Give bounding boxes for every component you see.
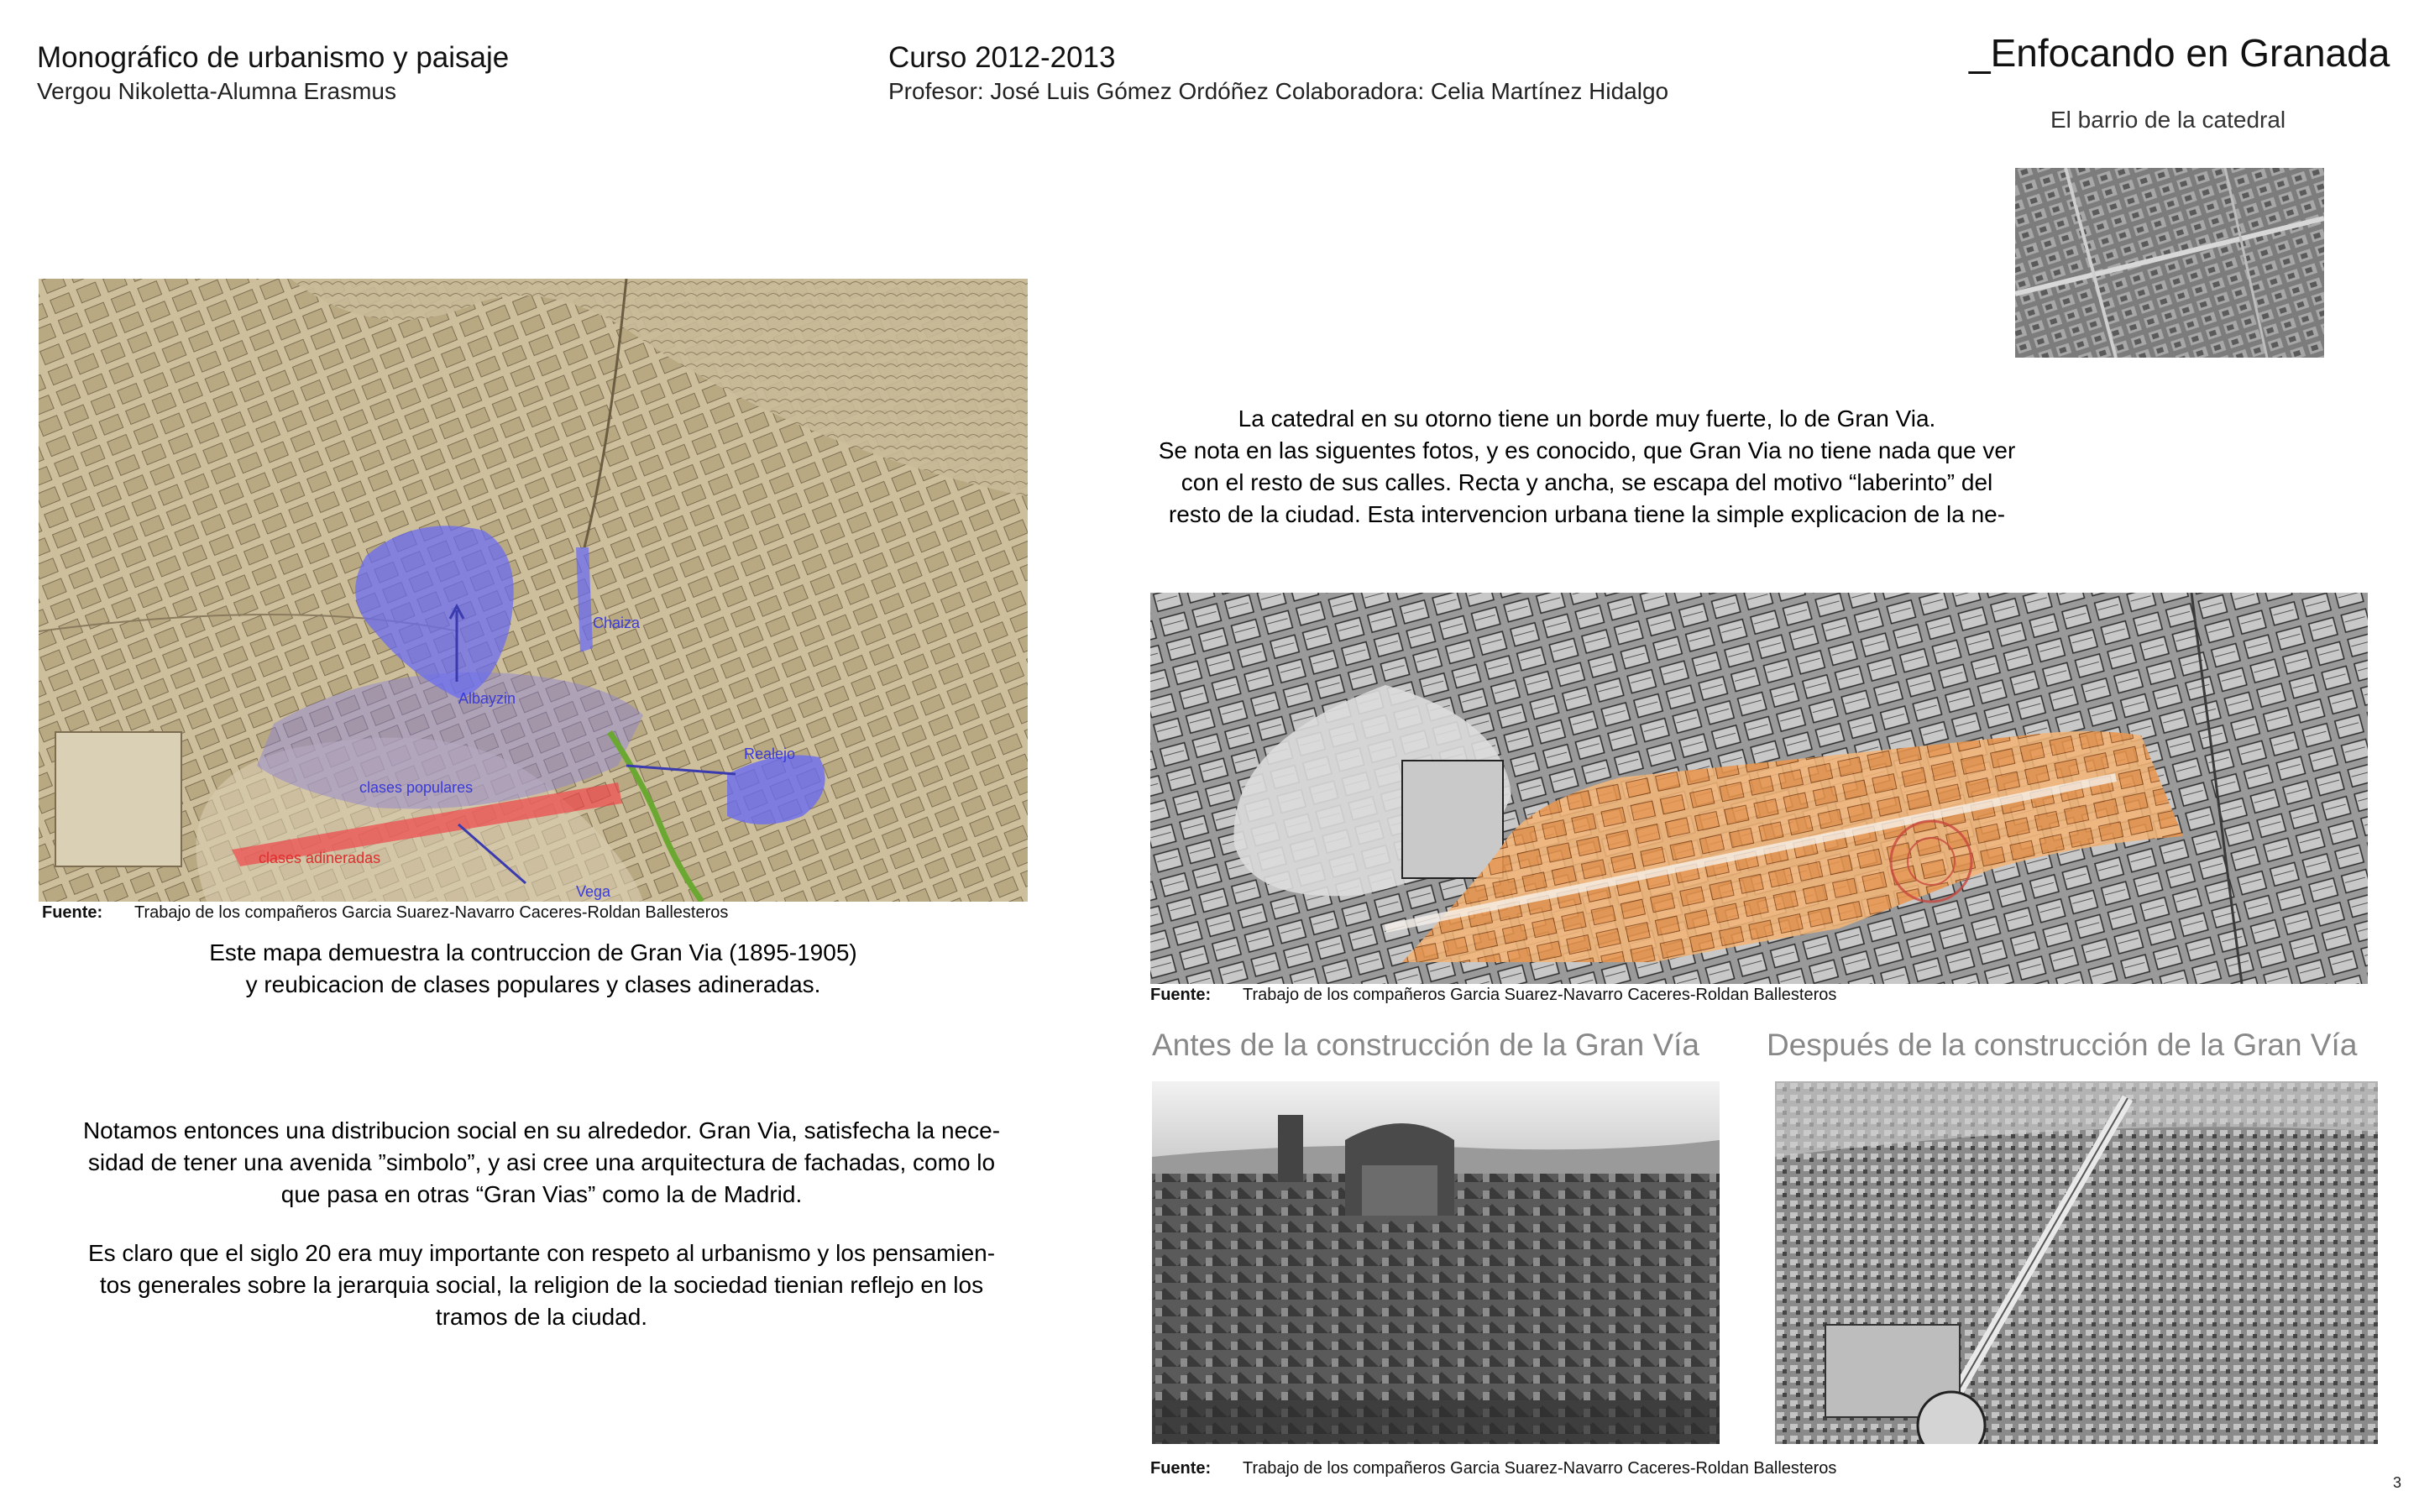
before-construction-photo [1152,1081,1720,1444]
map-label-chaiza: Chaiza [593,615,641,631]
thumbnail-title: El barrio de la catedral [2050,107,2286,133]
gran-via-overlay-map [1150,593,2368,984]
caption-line: Este mapa demuestra la contruccion de Gran Via (1895-1905) [209,939,857,965]
paragraph-line: sidad de tener una avenida ”simbolo”, y asi cree una arquitectura de fachadas, como lo [87,1149,996,1175]
source-label: Fuente: [1150,986,1212,1004]
caption-line: y reubicacion de clases populares y clases adineradas. [245,971,821,997]
cathedral-district-thumbnail [2015,168,2324,358]
map-label-vega: Vega [576,883,611,900]
course-year: Curso 2012-2013 [888,41,1116,74]
paragraph-twentieth-century [59,1237,1024,1333]
source-text: Trabajo de los compañeros Garcia Suarez-Navarro Caceres-Roldan Ballesteros [1243,986,1837,1004]
paragraph-line: resto de la ciudad. Esta intervencion urbana tiene la simple explicacion de la ne- [1168,501,2006,527]
paragraph-line: con el resto de sus calles. Recta y ancha, se escapa del motivo “laberinto” del [1181,469,1993,495]
map-label-clases-adineradas: clases adineradas [259,850,381,866]
intro-paragraph [1142,403,2032,531]
paragraph-line: tos generales sobre la jerarquia social, la religion de la sociedad tienian reflejo en los [99,1272,984,1298]
after-construction-photo [1775,1081,2378,1444]
paragraph-line: Se nota en las siguentes fotos, y es conocido, que Gran Via no tiene nada que ver [1158,437,2016,463]
map-label-clases-populares: clases populares [359,779,474,796]
source-text: Trabajo de los compañeros Garcia Suarez-Navarro Caceres-Roldan Ballesteros [1243,1459,1837,1478]
before-photo-title: Antes de la construcción de la Gran Vía [1152,1028,1699,1062]
paragraph-line: Es claro que el siglo 20 era muy importante con respeto al urbanismo y los pensamien- [87,1240,996,1266]
source-label: Fuente: [42,903,103,922]
source-text: Trabajo de los compañeros Garcia Suarez-Navarro Caceres-Roldan Ballesteros [134,903,729,922]
right-map-source [1150,986,1836,1005]
paragraph-line: que pasa en otras “Gran Vias” como la de Madrid. [280,1181,803,1207]
paragraph-social-distribution [59,1115,1024,1211]
page-number: 3 [2393,1474,2402,1491]
after-photo-title: Después de la construcción de la Gran Vía [1767,1028,2358,1062]
paragraph-line: Notamos entonces una distribucion social en su alrededor. Gran Via, satisfecha la nece- [82,1117,1001,1143]
student-name: Vergou Nikoletta-Alumna Erasmus [37,78,396,104]
photos-source [1150,1459,1836,1478]
historic-map-left [39,279,1028,902]
paragraph-line: La catedral en su otorno tiene un borde muy fuerte, lo de Gran Via. [1238,405,1936,432]
map-label-albayzin: Albayzin [458,690,516,707]
left-map-source [42,903,728,923]
source-label: Fuente: [1150,1459,1212,1478]
professor-line: Profesor: José Luis Gómez Ordóñez Colaboradora: Celia Martínez Hidalgo [888,78,1669,104]
course-title: Monográfico de urbanismo y paisaje [37,41,510,74]
map-label-realejo: Realejo [744,746,796,762]
paragraph-line: tramos de la ciudad. [435,1304,648,1330]
left-map-caption [39,937,1028,1001]
section-title: _Enfocando en Granada [1969,31,2390,75]
